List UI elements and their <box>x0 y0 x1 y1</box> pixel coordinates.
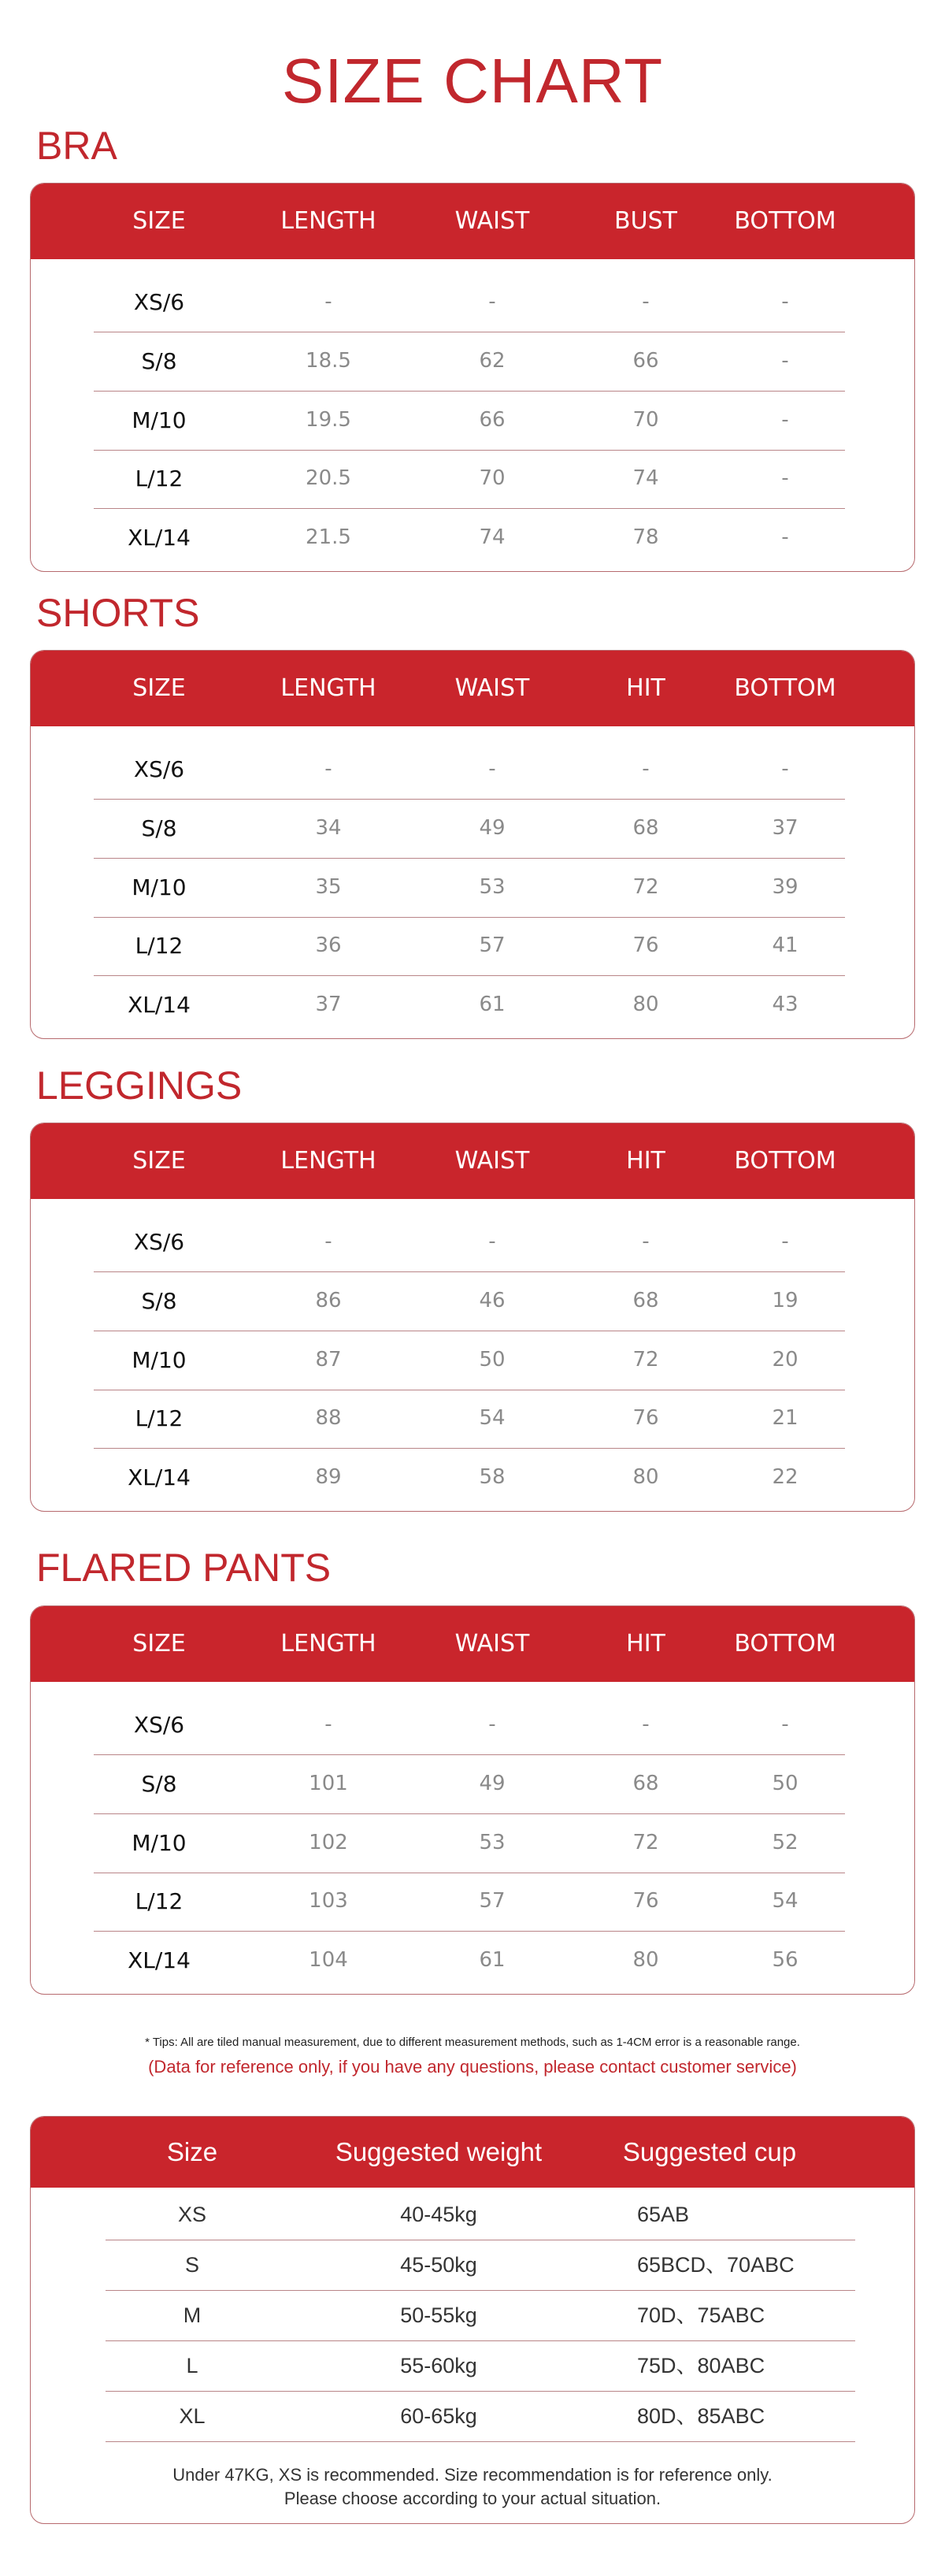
rec-cup-cell: 80D、85ABC <box>637 2404 765 2428</box>
value-cell: 19 <box>772 1289 799 1312</box>
value-cell: - <box>781 349 789 373</box>
value-cell: - <box>781 466 789 490</box>
value-cell: - <box>324 757 332 781</box>
value-cell: 52 <box>772 1831 799 1854</box>
value-cell: 70 <box>479 466 506 490</box>
value-cell: 53 <box>479 875 506 899</box>
value-cell: 56 <box>772 1948 799 1972</box>
value-cell: 80 <box>632 993 659 1016</box>
tips-reference-note: (Data for reference only, if you have any questions, please contact customer service) <box>148 2057 797 2077</box>
value-cell: 54 <box>479 1406 506 1430</box>
value-cell: 86 <box>315 1289 342 1312</box>
value-cell: 74 <box>632 466 659 490</box>
table-header <box>31 1606 914 1682</box>
value-cell: 62 <box>479 349 506 373</box>
value-cell: 21.5 <box>306 525 351 549</box>
section-title: FLARED PANTS <box>36 1546 332 1590</box>
value-cell: - <box>488 1230 496 1253</box>
column-header: WAIST <box>454 674 530 702</box>
value-cell: 70 <box>632 408 659 432</box>
recommendation-row <box>31 2391 914 2441</box>
value-cell: 68 <box>632 1289 659 1312</box>
section-title: BRA <box>36 124 117 168</box>
column-header: SIZE <box>132 207 186 235</box>
size-cell: XS/6 <box>133 289 185 315</box>
table-row <box>31 508 914 567</box>
value-cell: 76 <box>632 1406 659 1430</box>
value-cell: 57 <box>479 1889 506 1913</box>
rec-size-cell: XS <box>177 2203 207 2226</box>
value-cell: 43 <box>772 993 799 1016</box>
section-title: SHORTS <box>36 591 200 635</box>
value-cell: - <box>488 757 496 781</box>
table-row <box>31 799 914 858</box>
column-header: SIZE <box>132 674 186 702</box>
size-cell: L/12 <box>135 933 183 959</box>
value-cell: 61 <box>479 1948 506 1972</box>
value-cell: 34 <box>315 816 342 840</box>
recommendation-table <box>30 2116 915 2524</box>
value-cell: 57 <box>479 934 506 957</box>
row-divider <box>106 2441 855 2442</box>
rec-header-size: Size <box>166 2137 218 2166</box>
column-header: SIZE <box>132 1630 186 1657</box>
size-cell: XL/14 <box>128 1464 191 1490</box>
section-title: LEGGINGS <box>36 1063 243 1108</box>
rec-weight-cell: 40-45kg <box>400 2203 477 2226</box>
table-row <box>31 1212 914 1271</box>
value-cell: 80 <box>632 1465 659 1489</box>
value-cell: 66 <box>479 408 506 432</box>
value-cell: 87 <box>315 1348 342 1372</box>
column-header: BOTTOM <box>734 1147 836 1175</box>
value-cell: 72 <box>632 1831 659 1854</box>
table-header <box>31 651 914 726</box>
rec-cup-cell: 65AB <box>637 2203 690 2226</box>
size-cell: M/10 <box>132 407 187 433</box>
size-cell: L/12 <box>135 466 183 492</box>
table-row <box>31 1271 914 1331</box>
column-header: LENGTH <box>280 674 376 702</box>
value-cell: - <box>781 1713 789 1736</box>
recommendation-header <box>31 2117 914 2188</box>
recommendation-row <box>31 2340 914 2391</box>
size-cell: XL/14 <box>128 1947 191 1973</box>
value-cell: - <box>642 1230 650 1253</box>
rec-cup-cell: 70D、75ABC <box>637 2303 765 2327</box>
size-cell: M/10 <box>132 874 187 900</box>
rec-weight-cell: 60-65kg <box>400 2404 477 2428</box>
value-cell: 21 <box>772 1406 799 1430</box>
value-cell: - <box>324 1713 332 1736</box>
table-row <box>31 1813 914 1873</box>
column-header: WAIST <box>454 1630 530 1657</box>
value-cell: 37 <box>772 816 799 840</box>
column-header: WAIST <box>454 207 530 235</box>
size-cell: S/8 <box>141 348 177 374</box>
table-row <box>31 916 914 975</box>
size-cell: XS/6 <box>133 1229 185 1255</box>
table-row <box>31 740 914 799</box>
column-header: BOTTOM <box>734 674 836 702</box>
table-header <box>31 1123 914 1199</box>
recommendation-row <box>31 2189 914 2240</box>
value-cell: 76 <box>632 934 659 957</box>
value-cell: 103 <box>309 1889 348 1913</box>
column-header: LENGTH <box>280 1147 376 1175</box>
value-cell: - <box>488 290 496 314</box>
table-row <box>31 449 914 508</box>
value-cell: 104 <box>309 1948 348 1972</box>
table-row <box>31 1389 914 1448</box>
rec-size-cell: M <box>183 2303 202 2327</box>
column-header: LENGTH <box>280 1630 376 1657</box>
value-cell: 19.5 <box>306 408 351 432</box>
rec-weight-cell: 50-55kg <box>400 2303 477 2327</box>
value-cell: 72 <box>632 875 659 899</box>
size-table <box>30 1605 915 1995</box>
value-cell: 54 <box>772 1889 799 1913</box>
value-cell: 68 <box>632 1772 659 1795</box>
value-cell: - <box>781 757 789 781</box>
table-row <box>31 391 914 450</box>
size-table <box>30 1123 915 1512</box>
value-cell: 101 <box>309 1772 348 1795</box>
value-cell: - <box>642 757 650 781</box>
value-cell: - <box>642 1713 650 1736</box>
value-cell: - <box>781 290 789 314</box>
table-row <box>31 1448 914 1507</box>
value-cell: - <box>781 525 789 549</box>
size-cell: M/10 <box>132 1830 187 1856</box>
value-cell: 20 <box>772 1348 799 1372</box>
value-cell: 74 <box>479 525 506 549</box>
column-header: LENGTH <box>280 207 376 235</box>
page-title: SIZE CHART <box>281 46 664 116</box>
size-table <box>30 183 915 572</box>
value-cell: 37 <box>315 993 342 1016</box>
size-cell: XS/6 <box>133 1712 185 1738</box>
column-header: WAIST <box>454 1147 530 1175</box>
rec-cup-cell: 75D、80ABC <box>637 2354 765 2377</box>
recommendation-note-line2: Please choose according to your actual situation. <box>284 2489 662 2508</box>
column-header: HIT <box>626 674 665 702</box>
value-cell: 22 <box>772 1465 799 1489</box>
value-cell: 39 <box>772 875 799 899</box>
value-cell: 61 <box>479 993 506 1016</box>
value-cell: - <box>781 408 789 432</box>
value-cell: 18.5 <box>306 349 351 373</box>
column-header: SIZE <box>132 1147 186 1175</box>
table-row <box>31 1872 914 1931</box>
value-cell: - <box>642 290 650 314</box>
value-cell: - <box>488 1713 496 1736</box>
size-cell: L/12 <box>135 1888 183 1914</box>
rec-weight-cell: 55-60kg <box>400 2354 477 2377</box>
rec-weight-cell: 45-50kg <box>400 2253 477 2277</box>
value-cell: 36 <box>315 934 342 957</box>
size-cell: S/8 <box>141 1288 177 1314</box>
size-table <box>30 650 915 1039</box>
value-cell: 89 <box>315 1465 342 1489</box>
rec-header-weight: Suggested weight <box>335 2137 543 2166</box>
table-row <box>31 1931 914 1990</box>
table-row <box>31 1695 914 1754</box>
size-cell: XS/6 <box>133 756 185 782</box>
table-row <box>31 332 914 391</box>
value-cell: 88 <box>315 1406 342 1430</box>
value-cell: - <box>324 290 332 314</box>
value-cell: 35 <box>315 875 342 899</box>
table-row <box>31 1331 914 1390</box>
value-cell: 102 <box>309 1831 348 1854</box>
value-cell: 78 <box>632 525 659 549</box>
recommendation-row <box>31 2290 914 2340</box>
table-row <box>31 975 914 1034</box>
table-row <box>31 858 914 917</box>
recommendation-note <box>31 2463 914 2511</box>
value-cell: 76 <box>632 1889 659 1913</box>
column-header: HIT <box>626 1630 665 1657</box>
value-cell: - <box>324 1230 332 1253</box>
value-cell: - <box>781 1230 789 1253</box>
value-cell: 49 <box>479 816 506 840</box>
size-cell: S/8 <box>141 1771 177 1797</box>
value-cell: 50 <box>772 1772 799 1795</box>
rec-size-cell: XL <box>179 2404 206 2428</box>
size-cell: M/10 <box>132 1347 187 1373</box>
column-header: BUST <box>614 207 677 235</box>
recommendation-row <box>31 2240 914 2290</box>
column-header: HIT <box>626 1147 665 1175</box>
size-cell: XL/14 <box>128 525 191 551</box>
table-row <box>31 273 914 332</box>
value-cell: 58 <box>479 1465 506 1489</box>
value-cell: 68 <box>632 816 659 840</box>
rec-size-cell: S <box>184 2253 200 2277</box>
value-cell: 66 <box>632 349 659 373</box>
recommendation-note-line1: Under 47KG, XS is recommended. Size recommendation is for reference only. <box>172 2465 773 2485</box>
tips-text: * Tips: All are tiled manual measurement, due to different measurement methods, such as 1-4CM error is a reasonable range. <box>145 2036 800 2049</box>
rec-cup-cell: 65BCD、70ABC <box>637 2253 795 2277</box>
value-cell: 80 <box>632 1948 659 1972</box>
value-cell: 49 <box>479 1772 506 1795</box>
value-cell: 41 <box>772 934 799 957</box>
value-cell: 46 <box>479 1289 506 1312</box>
value-cell: 20.5 <box>306 466 351 490</box>
column-header: BOTTOM <box>734 1630 836 1657</box>
rec-size-cell: L <box>186 2354 198 2377</box>
rec-header-cup: Suggested cup <box>622 2137 797 2166</box>
value-cell: 53 <box>479 1831 506 1854</box>
value-cell: 50 <box>479 1348 506 1372</box>
size-cell: L/12 <box>135 1405 183 1431</box>
value-cell: 72 <box>632 1348 659 1372</box>
table-header <box>31 184 914 259</box>
size-cell: XL/14 <box>128 992 191 1018</box>
column-header: BOTTOM <box>734 207 836 235</box>
size-cell: S/8 <box>141 815 177 841</box>
table-row <box>31 1754 914 1813</box>
